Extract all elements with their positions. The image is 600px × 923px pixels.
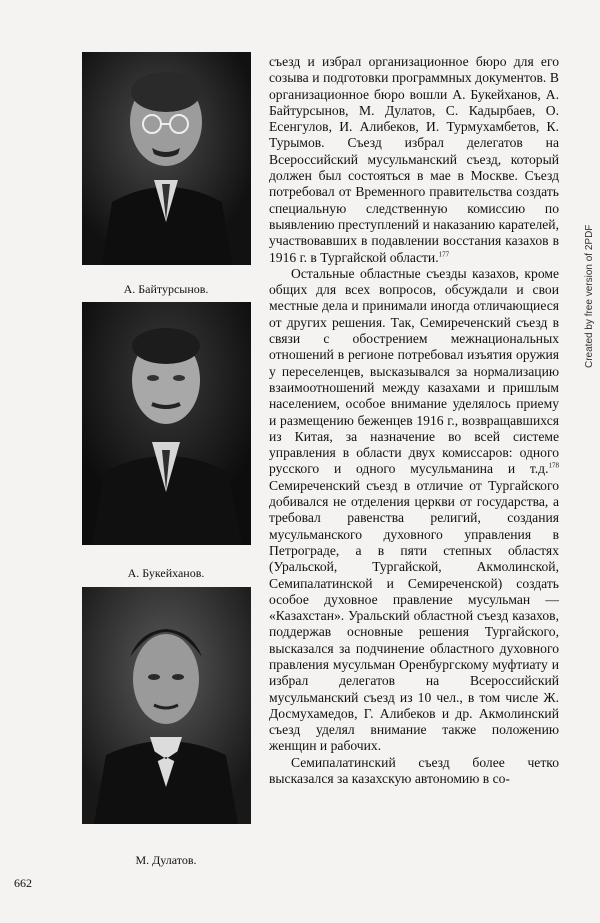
photo-caption-2: А. Букейханов.: [127, 566, 205, 580]
paragraph-2: [269, 266, 559, 755]
photo-caption-1: А. Байтурсынов.: [123, 282, 209, 296]
watermark-text: Created by free version of 2PDF: [584, 224, 595, 368]
photo-caption-3: М. Дулатов.: [135, 853, 197, 867]
paragraph-2-text-b: Семиреченский съезд в отличие от Тургайского добивался не отделения церкви от государства, а требовал равенства религий, создания мусульманского духовного управления в Петрограде, а в пяти степных областях (Уральской, Тургайской, Акмолинской, Семипалатинской и Семиреченской) создать особое духовное правление мусульман — «Казахстан». Уральский областной съезд казахов, поддержав основные решения Тургайского, высказался за подчинение областного духовного правления мусульман Оренбургскому муфтиату и избрал делегатов на Всероссийский мусульманский съезд из 10 чел., в том числе Ж. Досмухамедов, Г. Алибеков и др. Акмолинский съезд уделял внимание также положению женщин и рабочих.: [269, 477, 559, 754]
body-text-column: [269, 54, 559, 787]
page-number: 662: [14, 876, 32, 890]
portrait-photo-dulatov: [82, 587, 251, 824]
footnote-ref-178: 178: [548, 461, 559, 470]
paragraph-3: Семипалатинский съезд более четко высказался за казахскую автономию в со-: [269, 754, 559, 787]
paragraph-1-text: съезд и избрал организационное бюро для его созыва и подготовки программных документов. В организационное бюро вошли А. Букейханов, А. Байтурсынов, М. Дулатов, С. Кадырбаев, О. Есенгулов, И. Алибеков, И. Турмухамбетов, К. Турымов. Съезд избрал делегатов на Всероссийский мусульманский съезд, который должен был состояться в мае в Москве. Съезд потребовал от Временного правительства создать специальную следственную комиссию по выявлению преступлений и наказанию карателей, участвовавших в подавлении восстания казахов в 1916 г. в Тургайской области.: [269, 54, 559, 265]
portrait-photo-bukeikhanov: [82, 302, 251, 545]
portrait-photo-baitursynov: [82, 52, 251, 265]
paragraph-1: [269, 54, 559, 266]
paragraph-2-text-a: Остальные областные съезды казахов, кроме общих для всех вопросов, обсуждали и свои местные дела и принимали иногда отличающиеся от других решения. Так, Семиреченский съезд в связи с обострением межнациональных отношений в регионе потребовал изъятия оружия у переселенцев, высказывался за нормализацию взаимоотношений между казахами и пришлым населением, особое внимание уделялось приему и размещению беженцев 1916 г., возвращавшихся из Китая, за назначение во всей системе управления в области двух комиссаров: одного русского и одного мусульманина и т.д.: [269, 265, 559, 477]
footnote-ref-177: 177: [438, 250, 450, 259]
